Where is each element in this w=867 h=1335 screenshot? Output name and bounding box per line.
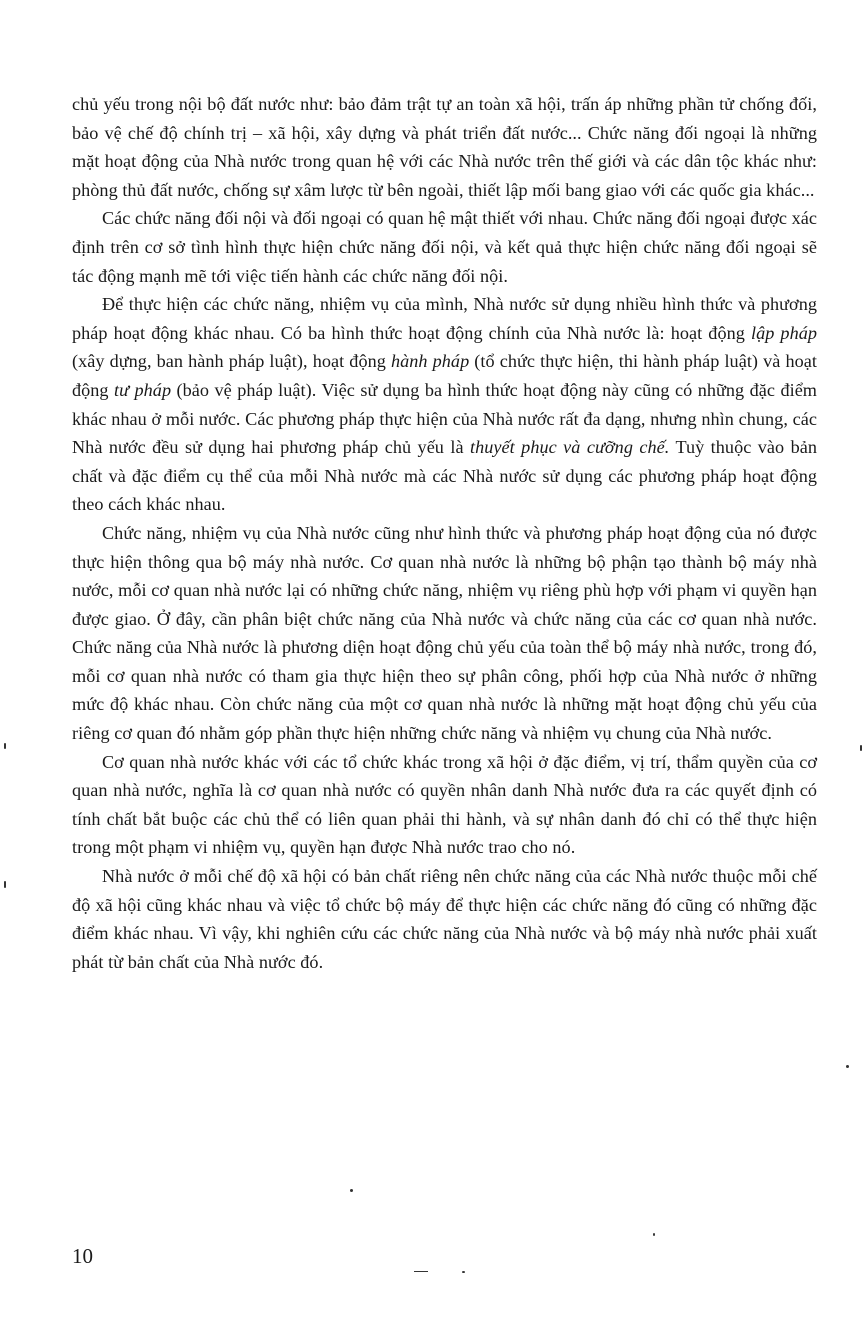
paragraph-3-text: (tổ chức thực hiện, thi hành pháp luật) và hoạt động xyxy=(72,351,817,400)
paragraph-3-text: (bảo vệ pháp luật). Việc sử dụng ba hình thức hoạt động này cũng có những đặc điểm khác nhau ở mỗi nước. Các phương pháp thực hiện của Nhà nước rất đa dạng, nhưng nhìn chung, các Nhà nước đều sử dụng hai phương pháp chủ yếu là xyxy=(72,379,818,458)
scan-speck xyxy=(860,745,862,751)
term-lap-phap: lập pháp xyxy=(750,322,818,343)
scan-speck xyxy=(462,1271,465,1273)
scan-speck xyxy=(4,743,6,749)
scan-speck xyxy=(350,1189,353,1192)
paragraph-5-text: Cơ quan nhà nước khác với các tổ chức khác trong xã hội ở đặc điểm, vị trí, thẩm quyền của cơ quan nhà nước, nghĩa là cơ quan nhà nước có quyền nhân danh Nhà nước đưa ra các quyết định có tính chất bắt buộc các chủ thể có liên quan phải thi hành, và sự nhân danh đó chỉ có thể thực hiện trong một phạm vi nhiệm vụ, quyền hạn được Nhà nước trao cho nó. xyxy=(72,751,817,858)
paragraph-4 xyxy=(72,519,817,748)
paragraph-6 xyxy=(72,862,817,976)
paragraph-1-text: chủ yếu trong nội bộ đất nước như: bảo đảm trật tự an toàn xã hội, trấn áp những phần tử chống đối, bảo vệ chế độ chính trị – xã hội, xây dựng và phát triển đất nước... Chức năng đối ngoại là những mặt hoạt động của Nhà nước trong quan hệ với các Nhà nước trên thế giới và các dân tộc khác như: phòng thủ đất nước, chống sự xâm lược từ bên ngoài, thiết lập mối bang giao với các quốc gia khác... xyxy=(72,94,817,200)
term-tu-phap: tư pháp xyxy=(114,379,172,400)
paragraph-3-text: (xây dựng, ban hành pháp luật), hoạt động xyxy=(72,351,391,372)
paragraph-3-text: Để thực hiện các chức năng, nhiệm vụ của mình, Nhà nước sử dụng nhiều hình thức và phương pháp hoạt động khác nhau. Có ba hình thức hoạt động chính của Nhà nước là: hoạt động xyxy=(72,294,817,343)
scan-speck xyxy=(4,881,6,888)
term-hanh-phap: hành pháp xyxy=(390,351,470,372)
paragraph-5 xyxy=(72,748,817,862)
paragraph-4-text: Chức năng, nhiệm vụ của Nhà nước cũng như hình thức và phương pháp hoạt động của nó được thực hiện thông qua bộ máy nhà nước. Cơ quan nhà nước là những bộ phận tạo thành bộ máy nhà nước, mỗi cơ quan nhà nước lại có những chức năng, nhiệm vụ riêng phù hợp với phạm vi quyền hạn được giao. Ở đây, cần phân biệt chức năng của Nhà nước và chức năng của các cơ quan nhà nước. Chức năng của Nhà nước là phương diện hoạt động chủ yếu của toàn thể bộ máy nhà nước, trong đó, mỗi cơ quan nhà nước có tham gia thực hiện theo sự phân công, phối hợp của Nhà nước ở những mức độ khác nhau. Còn chức năng của một cơ quan nhà nước là những mặt hoạt động chủ yếu của riêng cơ quan đó nhằm góp phần thực hiện những chức năng và nhiệm vụ chung của Nhà nước. xyxy=(72,522,817,744)
page-number: 10 xyxy=(72,1244,93,1268)
paragraph-1 xyxy=(72,90,817,204)
paragraph-2 xyxy=(72,204,817,290)
document-body xyxy=(72,90,817,976)
scan-speck xyxy=(653,1233,655,1236)
paragraph-3-text: Tuỳ thuộc vào bản chất và đặc điểm cụ thể của mỗi Nhà nước mà các Nhà nước sử dụng các phương pháp hoạt động theo cách khác nhau. xyxy=(72,437,817,515)
paragraph-6-text: Nhà nước ở mỗi chế độ xã hội có bản chất riêng nên chức năng của các Nhà nước thuộc mỗi chế độ xã hội cũng khác nhau và việc tổ chức bộ máy để thực hiện các chức năng đó cũng có những đặc điểm khác nhau. Vì vậy, khi nghiên cứu các chức năng của Nhà nước và bộ máy nhà nước phải xuất phát từ bản chất của Nhà nước đó. xyxy=(72,866,817,972)
paragraph-3 xyxy=(72,290,817,519)
scan-speck xyxy=(414,1271,428,1272)
paragraph-2-text: Các chức năng đối nội và đối ngoại có quan hệ mật thiết với nhau. Chức năng đối ngoại được xác định trên cơ sở tình hình thực hiện chức năng đối nội, và kết quả thực hiện chức năng đối ngoại sẽ tác động mạnh mẽ tới việc tiến hành các chức năng đối nội. xyxy=(72,208,817,286)
scan-speck xyxy=(846,1065,849,1068)
term-thuyet-phuc-cuong-che: thuyết phục và cưỡng chế. xyxy=(470,437,670,458)
